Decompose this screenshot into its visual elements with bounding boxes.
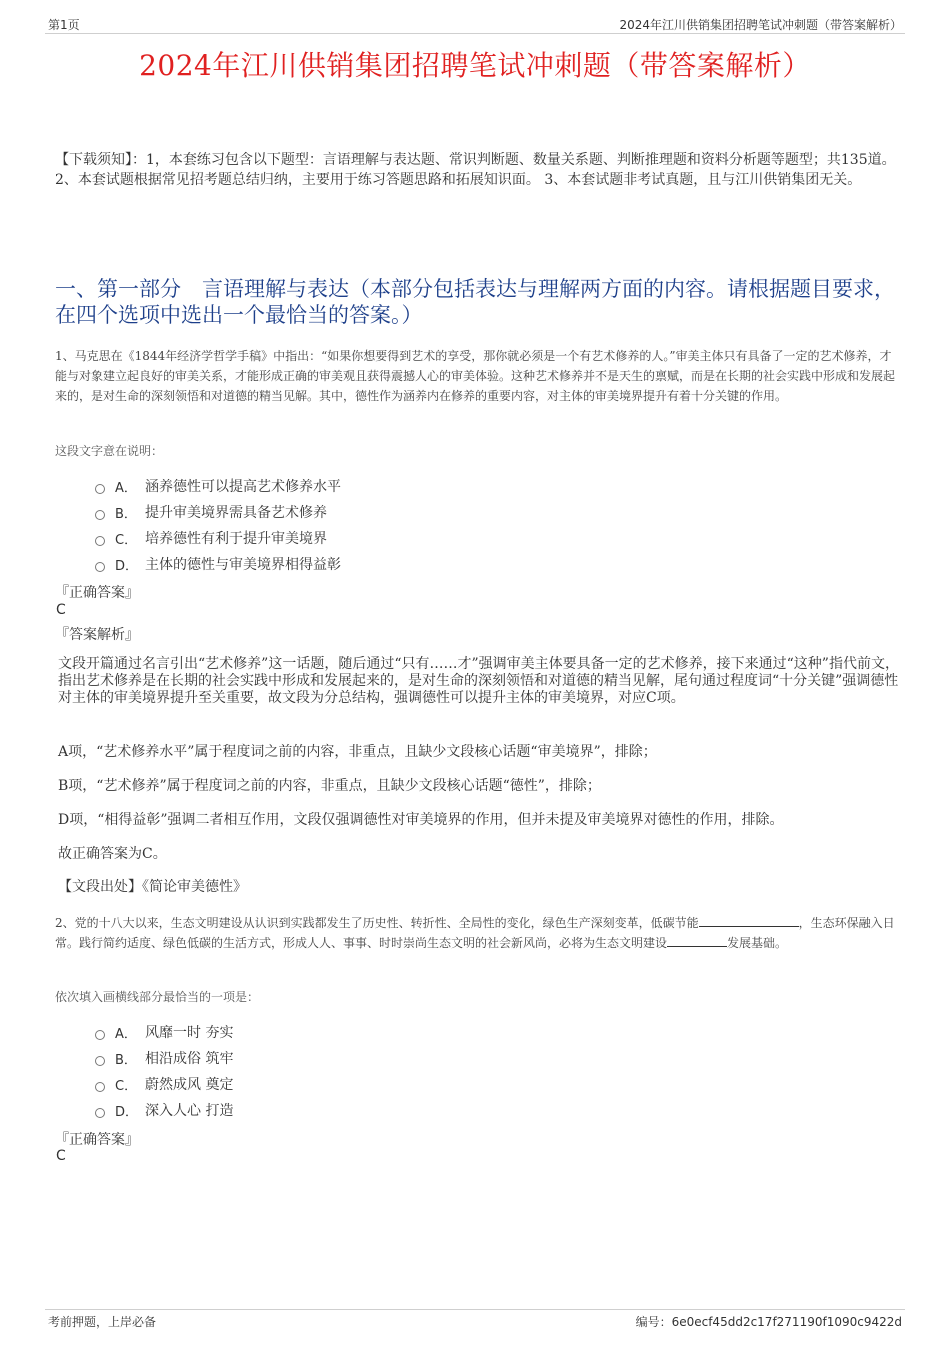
- question-2-prompt: 依次填入画横线部分最恰当的一项是：: [55, 990, 260, 1004]
- section-heading: 一、第一部分 言语理解与表达（本部分包括表达与理解两方面的内容。请根据题目要求，在四个选项中选出一个最恰当的答案。）: [55, 277, 895, 327]
- option-text: 深入人心 打造: [145, 1103, 234, 1119]
- question-1-text: 1、马克思在《1844年经济学哲学手稿》中指出：“如果你想要得到艺术的享受，那你就必须是一个有艺术修养的人。”审美主体只有具备了一定的艺术修养，才能与对象建立起良好的审美关系，才能形成正确的审美观且获得震撼人心的审美体验。这种艺术修养并不是天生的禀赋，而是在长期的社会实践中形成和发展起来的，是对生命的深刻领悟和对道德的精当见解。其中，德性作为涵养内在修养的重要内容，对主体的审美境界提升有着十分关键的作用。: [55, 349, 896, 403]
- analysis-paragraph: B项，“艺术修养”属于程度词之前的内容，非重点，且缺少文段核心话题“德性”，排除；: [58, 778, 601, 794]
- analysis-conclusion: 故正确答案为C。: [58, 846, 167, 862]
- question-1-option-d[interactable]: [95, 554, 341, 574]
- fill-blank: [699, 914, 799, 927]
- header-doc-title: 2024年江川供销集团招聘笔试冲刺题（带答案解析）: [619, 18, 902, 32]
- option-letter: B．: [115, 506, 137, 522]
- analysis-paragraph: A项，“艺术修养水平”属于程度词之前的内容，非重点，且缺少文段核心话题“审美境界”，排除；: [58, 744, 657, 760]
- radio-icon[interactable]: [95, 536, 105, 546]
- question-1-prompt: 这段文字意在说明：: [55, 444, 164, 458]
- source-citation: 【文段出处】《简论审美德性》: [58, 879, 247, 895]
- analysis-paragraph: D项，“相得益彰”强调二者相互作用，文段仅强调德性对审美境界的作用，但并未提及审美境界对德性的作用，排除。: [58, 812, 784, 828]
- correct-answer: C: [56, 1148, 66, 1164]
- footer-code: [636, 1313, 902, 1330]
- footer-divider: [45, 1309, 905, 1310]
- question-2-text-part: ，生态环保融入日常。践行简约适度、绿色低碳的生活方式，形成人人、事事、时时崇尚生态文明的社会新风尚，必将为生态文明建设: [55, 916, 895, 950]
- header-divider: [45, 33, 905, 34]
- question-1-option-c[interactable]: [95, 528, 327, 548]
- document-title: 2024年江川供销集团招聘笔试冲刺题（带答案解析）: [139, 49, 811, 82]
- option-letter: C．: [115, 1078, 138, 1094]
- question-2-option-b[interactable]: [95, 1048, 233, 1068]
- option-letter: A．: [115, 480, 137, 496]
- radio-icon[interactable]: [95, 1030, 105, 1040]
- footer-slogan: 考前押题，上岸必备: [48, 1315, 157, 1329]
- correct-answer: C: [56, 602, 66, 618]
- fill-blank: [667, 934, 727, 947]
- question-2-text: [55, 913, 900, 953]
- question-2-option-c[interactable]: [95, 1074, 233, 1094]
- option-text: 风靡一时 夯实: [145, 1025, 234, 1041]
- option-text: 主体的德性与审美境界相得益彰: [145, 557, 341, 573]
- radio-icon[interactable]: [95, 1108, 105, 1118]
- radio-icon[interactable]: [95, 1082, 105, 1092]
- footer-code-label: 编号：: [635, 1315, 672, 1329]
- radio-icon[interactable]: [95, 562, 105, 572]
- question-1-option-a[interactable]: [95, 476, 341, 496]
- option-text: 相沿成俗 筑牢: [145, 1051, 234, 1067]
- question-2-option-a[interactable]: [95, 1022, 233, 1042]
- option-text: 培养德性有利于提升审美境界: [145, 531, 327, 547]
- radio-icon[interactable]: [95, 510, 105, 520]
- option-letter: C．: [115, 532, 138, 548]
- option-letter: A．: [115, 1026, 137, 1042]
- option-letter: D．: [115, 558, 139, 574]
- question-2-text-part: 发展基础。: [727, 936, 788, 950]
- option-letter: B．: [115, 1052, 137, 1068]
- question-2-option-d[interactable]: [95, 1100, 233, 1120]
- footer-code-value: 6e0ecf45dd2c17f271190f1090c9422d: [671, 1315, 902, 1329]
- download-notice: 【下载须知】：1，本套练习包含以下题型：言语理解与表达题、常识判断题、数量关系题、判断推理题和资料分析题等题型；共135道。 2、本套试题根据常见招考题总结归纳，主要用于练习答题思路和拓展知识面。 3、本套试题非考试真题，且与江川供销集团无关。: [55, 152, 896, 188]
- page-number: 第1页: [48, 18, 80, 32]
- option-text: 提升审美境界需具备艺术修养: [145, 505, 327, 521]
- correct-answer-label: 『正确答案』: [55, 1132, 139, 1148]
- analysis-label: 『答案解析』: [55, 627, 139, 643]
- option-text: 涵养德性可以提高艺术修养水平: [145, 479, 341, 495]
- radio-icon[interactable]: [95, 484, 105, 494]
- radio-icon[interactable]: [95, 1056, 105, 1066]
- option-letter: D．: [115, 1104, 139, 1120]
- correct-answer-label: 『正确答案』: [55, 585, 139, 601]
- question-1-option-b[interactable]: [95, 502, 327, 522]
- option-text: 蔚然成风 奠定: [145, 1077, 234, 1093]
- question-2-text-part: 2、党的十八大以来，生态文明建设从认识到实践都发生了历史性、转折性、全局性的变化，绿色生产深刻变革，低碳节能: [55, 916, 699, 930]
- analysis-paragraph: 文段开篇通过名言引出“艺术修养”这一话题，随后通过“只有……才”强调审美主体要具备一定的艺术修养，接下来通过“这种”指代前文，指出艺术修养是在长期的社会实践中形成和发展起来的，是对生命的深刻领悟和对道德的精当见解，尾句通过程度词“十分关键”强调德性对主体的审美境界提升至关重要，故文段为分总结构，强调德性可以提升主体的审美境界，对应C项。: [58, 656, 899, 706]
